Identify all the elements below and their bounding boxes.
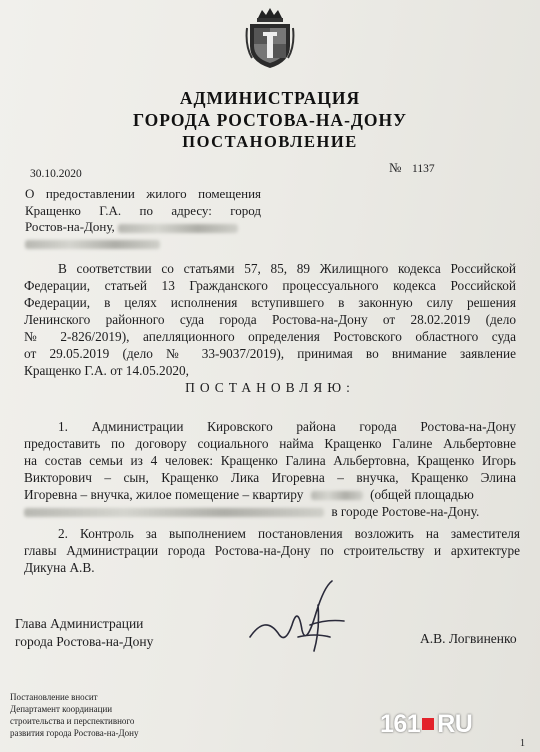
item2-line: Дикуна А.В. bbox=[24, 560, 95, 575]
signer-title: города Ростова-на-Дону bbox=[15, 634, 154, 649]
preamble-line: Федерации, в целях исполнения вступившего в законную силу решения bbox=[24, 295, 516, 310]
item1-line: 1. Администрации Кировского района города Ростова-на-Дону bbox=[58, 419, 516, 434]
logo-square-icon bbox=[422, 718, 434, 730]
item1-line bbox=[24, 504, 516, 521]
subject-line-text: Ростов-на-Дону, bbox=[25, 219, 115, 234]
footer-line: развития города Ростова-на-Дону bbox=[10, 728, 139, 738]
item1-line bbox=[24, 487, 516, 504]
subject-line bbox=[25, 236, 261, 253]
signer-name: А.В. Логвиненко bbox=[420, 631, 517, 646]
preamble-line: Федерации, статьей 13 Гражданского процессуального кодекса Российской bbox=[24, 278, 516, 293]
subject-line: Кращенко Г.А. по адресу: город bbox=[25, 202, 261, 218]
site-logo bbox=[380, 710, 472, 739]
page-number: 1 bbox=[520, 738, 525, 749]
footer-line: Департамент координации bbox=[10, 704, 113, 714]
redacted-address bbox=[118, 224, 238, 233]
redacted-apartment bbox=[311, 491, 363, 500]
coat-of-arms-icon bbox=[244, 6, 296, 70]
item1-line: на состав семьи из 4 человек: Кращенко Галина Альбертовна, Кращенко Игорь bbox=[24, 453, 516, 468]
header-city: ГОРОДА РОСТОВА-НА-ДОНУ bbox=[132, 110, 407, 130]
preamble-line: Ленинского районного суда города Ростова-на-Дону от 28.02.2019 (дело bbox=[24, 312, 516, 327]
subject-line bbox=[25, 219, 261, 236]
document-date: 30.10.2020 bbox=[30, 168, 82, 180]
footer-line: строительства и перспективного bbox=[10, 716, 135, 726]
preamble-line: В соответствии со статьями 57, 85, 89 Жилищного кодекса Российской bbox=[58, 261, 516, 276]
redacted-address bbox=[25, 240, 160, 249]
header-administration: АДМИНИСТРАЦИЯ bbox=[179, 88, 361, 108]
preamble-line: от 29.05.2019 (дело № 33-9037/2019), принимая во внимание заявление bbox=[24, 346, 516, 361]
header-resolution: ПОСТАНОВЛЕНИЕ bbox=[182, 132, 358, 151]
item1-text: Игоревна – внучка, жилое помещение – квартиру bbox=[24, 487, 304, 502]
logo-number: 161 bbox=[380, 710, 421, 738]
preamble-line: Кращенко Г.А. от 14.05.2020, bbox=[24, 363, 189, 378]
redacted-area bbox=[24, 508, 324, 517]
item1-text: (общей площадью bbox=[370, 487, 474, 502]
document-number: 1137 bbox=[412, 163, 435, 175]
item2-line: 2. Контроль за выполнением постановления возложить на заместителя bbox=[58, 526, 520, 541]
subject-block bbox=[25, 186, 261, 252]
footer-line: Постановление вносит bbox=[10, 692, 98, 702]
handwritten-signature bbox=[240, 575, 365, 655]
item1-line: Викторович – сын, Кращенко Лика Игоревна – внучка, Кращенко Элина bbox=[24, 470, 516, 485]
decree-word: ПОСТАНОВЛЯЮ: bbox=[185, 380, 355, 395]
subject-line: О предоставлении жилого помещения bbox=[25, 186, 261, 201]
item1-line: предоставить по договору социального найма Кращенко Галине Альбертовне bbox=[24, 436, 516, 451]
item1-text: в городе Ростове-на-Дону. bbox=[331, 504, 480, 519]
logo-domain: RU bbox=[437, 710, 473, 738]
number-sign: № bbox=[389, 160, 402, 175]
item2-line: главы Администрации города Ростова-на-Дону по строительству и архитектуре bbox=[24, 543, 520, 558]
preamble-line: № 2-826/2019), апелляционного определения Ростовского областного суда bbox=[24, 329, 516, 344]
signer-title: Глава Администрации bbox=[15, 616, 144, 631]
